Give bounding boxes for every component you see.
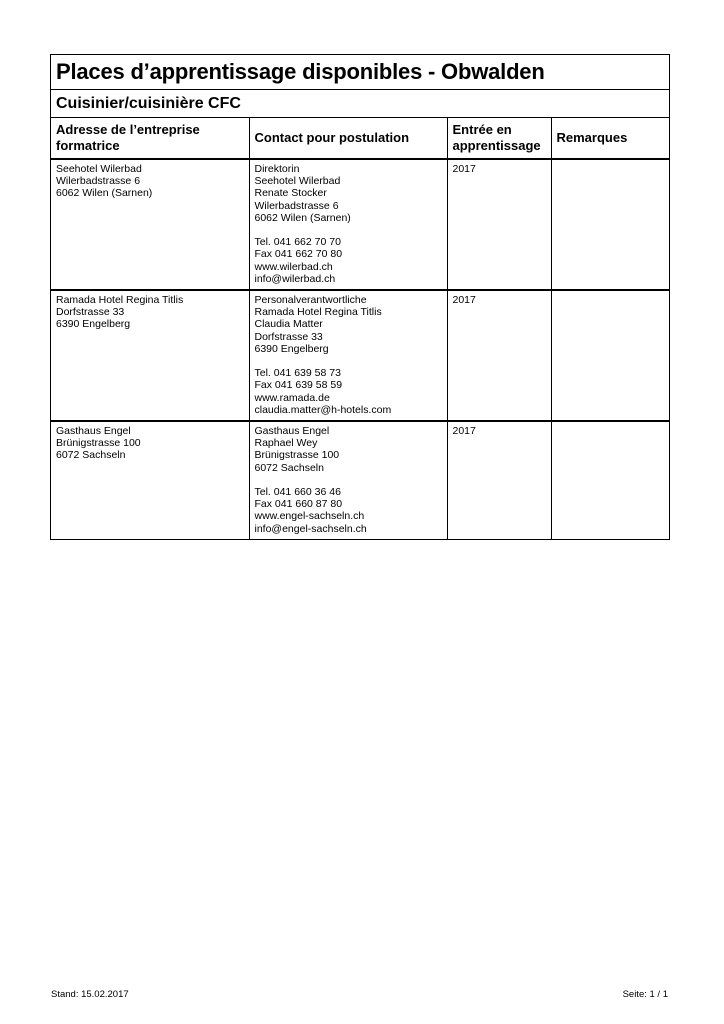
contact-spacer bbox=[255, 355, 442, 367]
contact-detail-line: www.ramada.de bbox=[254, 391, 330, 404]
contact-line: Dorfstrasse 33 bbox=[254, 330, 323, 343]
table-row bbox=[51, 290, 669, 421]
column-header-address: Adresse de l’entreprise formatrice bbox=[51, 118, 249, 159]
contact-detail-line: Tel. 041 660 36 46 bbox=[254, 486, 341, 498]
contact-detail-line: claudia.matter@h-hotels.com bbox=[254, 403, 392, 416]
contact-detail-line: Tel. 041 639 58 73 bbox=[254, 367, 341, 380]
column-header-remarks: Remarques bbox=[551, 118, 669, 159]
contact-line: 6072 Sachseln bbox=[254, 461, 324, 474]
address-line: 6390 Engelberg bbox=[56, 318, 131, 331]
entry-year-cell: 2017 bbox=[447, 290, 551, 421]
remarks-cell bbox=[551, 159, 669, 290]
contact-line: Renate Stocker bbox=[254, 187, 327, 200]
contact-cell bbox=[249, 290, 447, 421]
contact-detail-line: Fax 041 639 58 59 bbox=[254, 379, 343, 392]
table-row bbox=[51, 159, 669, 290]
contact-detail-line: info@engel-sachseln.ch bbox=[254, 522, 367, 535]
contact-line: Direktorin bbox=[254, 163, 300, 175]
remarks-cell bbox=[551, 421, 669, 539]
address-line: Dorfstrasse 33 bbox=[56, 306, 125, 319]
table-row bbox=[51, 421, 669, 539]
contact-line: Personalverantwortliche bbox=[254, 294, 367, 306]
address-line: Wilerbadstrasse 6 bbox=[56, 175, 141, 188]
contact-line: Gasthaus Engel bbox=[254, 425, 330, 437]
occupation-title: Cuisinier/cuisinière CFC bbox=[56, 94, 241, 112]
entry-year-cell: 2017 bbox=[447, 159, 551, 290]
contact-line: Brünigstrasse 100 bbox=[254, 449, 340, 462]
company-address-cell bbox=[51, 421, 249, 539]
contact-detail-line: Tel. 041 662 70 70 bbox=[254, 236, 341, 249]
contact-line: Seehotel Wilerbad bbox=[254, 175, 341, 188]
column-header-contact: Contact pour postulation bbox=[249, 118, 447, 159]
title-row bbox=[51, 55, 669, 90]
address-line: 6062 Wilen (Sarnen) bbox=[56, 187, 153, 200]
address-line: Brünigstrasse 100 bbox=[56, 437, 141, 450]
contact-detail-line: Fax 041 660 87 80 bbox=[254, 498, 343, 511]
contact-line: 6390 Engelberg bbox=[254, 342, 329, 355]
contact-cell bbox=[249, 421, 447, 539]
address-line: Ramada Hotel Regina Titlis bbox=[56, 294, 184, 306]
contact-detail-line: www.engel-sachseln.ch bbox=[254, 510, 365, 523]
contact-line: Wilerbadstrasse 6 bbox=[254, 199, 339, 212]
address-line: 6072 Sachseln bbox=[56, 449, 126, 462]
company-address-cell bbox=[51, 159, 249, 290]
contact-spacer bbox=[255, 224, 442, 236]
address-line: Seehotel Wilerbad bbox=[56, 163, 142, 175]
contact-detail-line: Fax 041 662 70 80 bbox=[254, 248, 343, 261]
company-address-cell bbox=[51, 290, 249, 421]
subtitle-row bbox=[51, 90, 669, 118]
contact-detail-line: info@wilerbad.ch bbox=[254, 272, 336, 285]
table-body bbox=[51, 159, 669, 539]
footer-stand-date: Stand: 15.02.2017 bbox=[51, 989, 129, 1000]
contact-spacer bbox=[255, 474, 442, 486]
footer-page-number: Seite: 1 / 1 bbox=[622, 989, 668, 1000]
column-header-entry: Entrée en apprentissage bbox=[447, 118, 551, 159]
page-title: Places d’apprentissage disponibles - Obwalden bbox=[56, 59, 545, 84]
contact-line: Raphael Wey bbox=[254, 437, 318, 450]
entry-year-cell: 2017 bbox=[447, 421, 551, 539]
address-line: Gasthaus Engel bbox=[56, 425, 131, 437]
contact-line: Ramada Hotel Regina Titlis bbox=[254, 306, 382, 319]
listing-sheet bbox=[50, 54, 670, 540]
contact-line: 6062 Wilen (Sarnen) bbox=[254, 211, 351, 224]
contact-detail-line: www.wilerbad.ch bbox=[254, 260, 333, 273]
table-header-row bbox=[51, 118, 669, 159]
apprenticeship-table bbox=[51, 118, 669, 539]
contact-line: Claudia Matter bbox=[254, 318, 323, 331]
remarks-cell bbox=[551, 290, 669, 421]
contact-cell bbox=[249, 159, 447, 290]
